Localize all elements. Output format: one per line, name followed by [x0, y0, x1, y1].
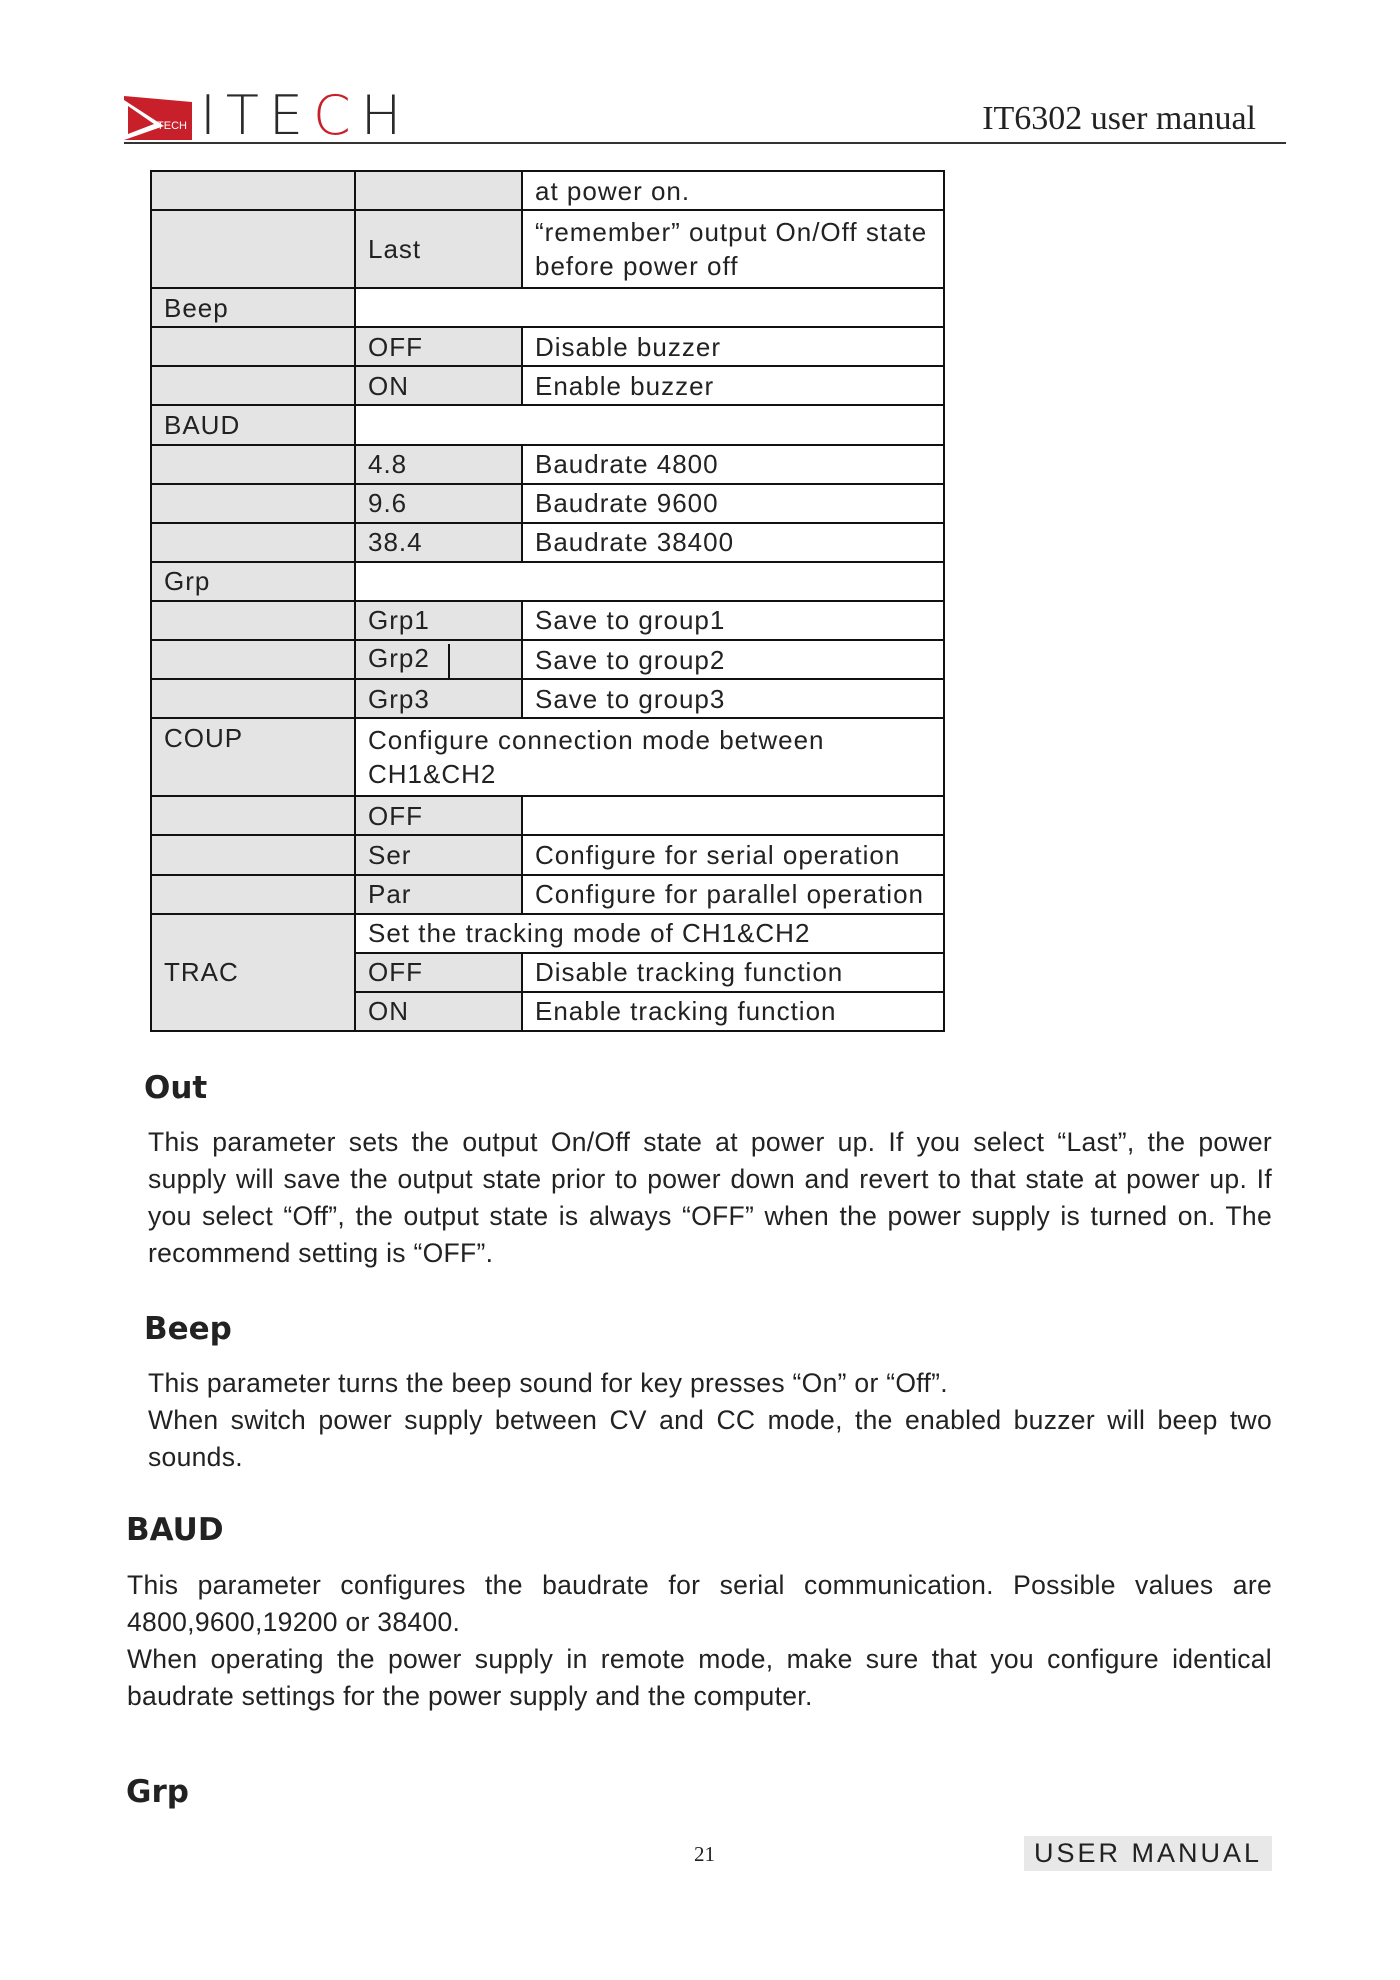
table-cell: Last — [355, 210, 522, 288]
parameter-table — [150, 170, 945, 1032]
table-row — [151, 601, 944, 640]
table-row — [151, 914, 944, 953]
section-title-beep: Beep — [144, 1311, 232, 1347]
table-row — [151, 875, 944, 914]
table-cell: 4.8 — [355, 445, 522, 484]
paragraph: This parameter sets the output On/Off state at power up. If you select “Last”, the power supply will save the output state prior to power down and revert to that state at power up. If you select “Off”, the output state is always “OFF” when the power supply is turned on. The recommend setting is “OFF”. — [148, 1127, 1272, 1268]
table-cell: Grp — [151, 562, 355, 601]
table-cell: ON — [355, 366, 522, 405]
paragraph: When operating the power supply in remote mode, make sure that you configure identical baudrate settings for the power supply and the computer. — [127, 1644, 1272, 1711]
table-cell — [151, 327, 355, 366]
table-cell: Grp1 — [355, 601, 522, 640]
table-cell — [151, 875, 355, 914]
table-cell: Save to group1 — [522, 601, 944, 640]
document-title: IT6302 user manual — [982, 100, 1256, 137]
table-row — [151, 562, 944, 601]
table-cell: TRAC — [151, 914, 355, 1031]
table-row — [151, 445, 944, 484]
table-cell-text: Grp2 — [368, 643, 430, 674]
table-cell: Configure for parallel operation — [522, 875, 944, 914]
section-text-beep — [148, 1365, 1272, 1476]
table-row — [151, 835, 944, 874]
paragraph: When switch power supply between CV and CC mode, the enabled buzzer will beep two sounds. — [148, 1405, 1272, 1472]
table-cell: Ser — [355, 835, 522, 874]
table-cell — [151, 601, 355, 640]
paragraph: This parameter configures the baudrate for serial communication. Possible values are 4800,9600,19200 or 38400. — [127, 1570, 1272, 1637]
table-row — [151, 171, 944, 210]
table-cell: Disable tracking function — [522, 953, 944, 992]
page-header — [124, 84, 1286, 147]
table-row — [151, 718, 944, 796]
table-row — [151, 484, 944, 523]
table-cell — [151, 835, 355, 874]
table-cell: Baudrate 9600 — [522, 484, 944, 523]
table-cell: OFF — [355, 327, 522, 366]
section-title-grp: Grp — [126, 1774, 189, 1810]
table-cell: Save to group3 — [522, 679, 944, 718]
table-cell: at power on. — [522, 171, 944, 210]
table-cell: Disable buzzer — [522, 327, 944, 366]
table-cell — [151, 523, 355, 562]
table-cell: Configure for serial operation — [522, 835, 944, 874]
table-cell: “remember” output On/Off state before power off — [522, 210, 944, 288]
cell-divider — [448, 644, 450, 678]
table-cell — [151, 640, 355, 679]
table-cell — [355, 562, 944, 601]
section-title-out: Out — [144, 1070, 208, 1106]
paragraph: This parameter turns the beep sound for key presses “On” or “Off”. — [148, 1368, 948, 1398]
table-cell: Grp3 — [355, 679, 522, 718]
table-cell: 9.6 — [355, 484, 522, 523]
section-text-out — [148, 1124, 1272, 1272]
table-cell — [151, 796, 355, 835]
table-row — [151, 679, 944, 718]
logo-wordmark: ITECH — [200, 84, 412, 147]
table-row — [151, 640, 944, 679]
table-cell: Baudrate 4800 — [522, 445, 944, 484]
table-cell — [151, 445, 355, 484]
table-cell: Par — [355, 875, 522, 914]
table-row — [151, 288, 944, 327]
table-cell: Save to group2 — [522, 640, 944, 679]
table-row — [151, 796, 944, 835]
table-row — [151, 523, 944, 562]
table-cell: 38.4 — [355, 523, 522, 562]
footer-label: USER MANUAL — [1024, 1836, 1272, 1871]
table-cell: OFF — [355, 796, 522, 835]
table-row — [151, 210, 944, 288]
logo-badge-icon — [124, 96, 192, 140]
table-cell — [355, 405, 944, 444]
table-row — [151, 327, 944, 366]
table-cell: Beep — [151, 288, 355, 327]
table-cell: Enable buzzer — [522, 366, 944, 405]
table-cell: COUP — [151, 718, 355, 796]
table-cell: Baudrate 38400 — [522, 523, 944, 562]
table-cell: Configure connection mode between CH1&CH2 — [355, 718, 944, 796]
table-cell — [522, 796, 944, 835]
table-cell — [151, 171, 355, 210]
table-cell — [355, 640, 522, 679]
table-cell: Set the tracking mode of CH1&CH2 — [355, 914, 944, 953]
table-row — [151, 405, 944, 444]
table-cell — [151, 679, 355, 718]
table-cell — [151, 484, 355, 523]
itech-logo — [124, 84, 412, 147]
logo-mini-text: ITECH — [154, 120, 187, 132]
table-row — [151, 366, 944, 405]
table-cell — [355, 171, 522, 210]
table-cell: Enable tracking function — [522, 992, 944, 1031]
table-cell: OFF — [355, 953, 522, 992]
table-cell: ON — [355, 992, 522, 1031]
table-cell — [151, 366, 355, 405]
section-text-baud — [127, 1567, 1272, 1715]
table-cell: BAUD — [151, 405, 355, 444]
table-cell — [355, 288, 944, 327]
section-title-baud: BAUD — [126, 1512, 224, 1548]
table-cell — [151, 210, 355, 288]
page-number: 21 — [694, 1842, 715, 1866]
